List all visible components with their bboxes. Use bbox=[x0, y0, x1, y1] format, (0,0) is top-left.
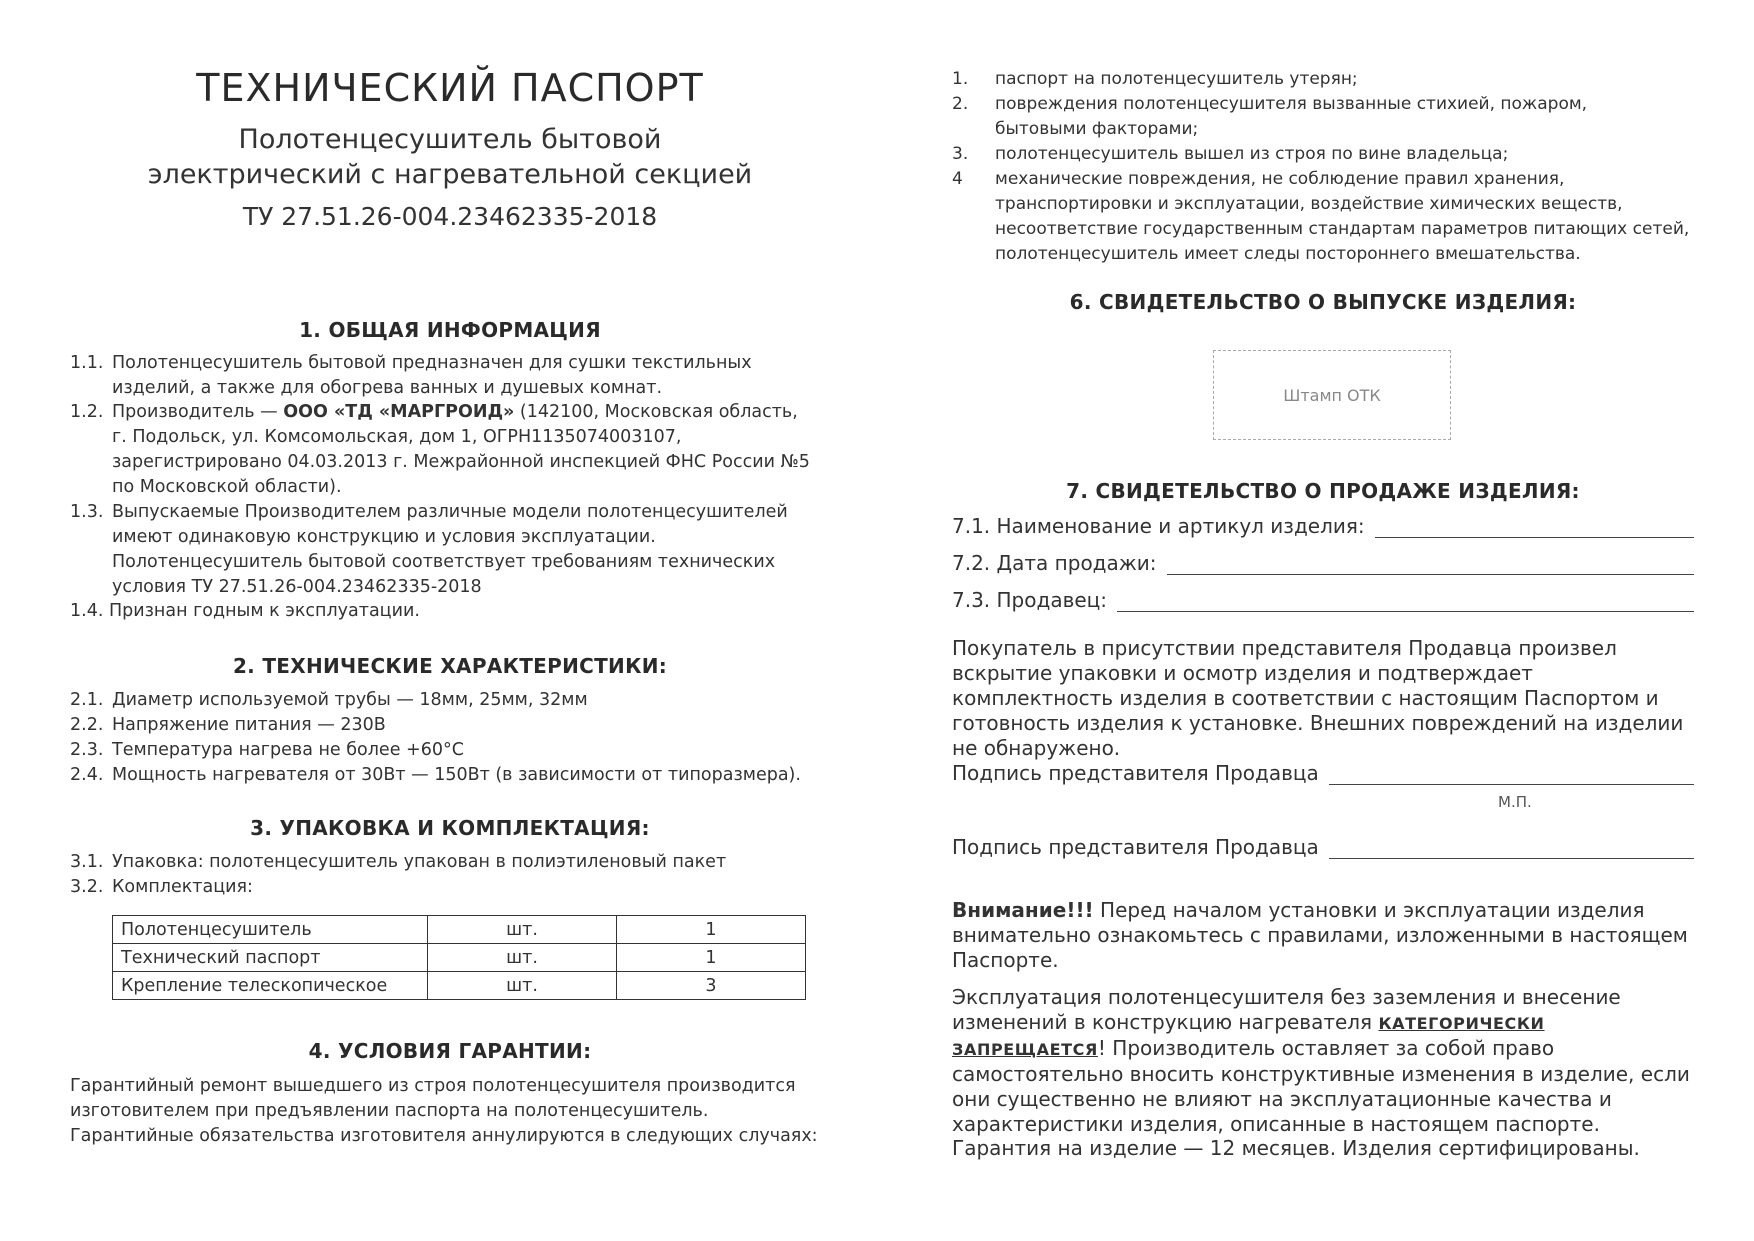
item-text: Температура нагрева не более +60°С bbox=[112, 740, 464, 760]
item-text: Мощность нагревателя от 30Вт — 150Вт (в зависимости от типоразмера). bbox=[112, 765, 801, 785]
field-label: 7.1. Наименование и артикул изделия: bbox=[952, 514, 1365, 538]
table-cell-qty: 1 bbox=[617, 916, 806, 944]
section4-heading: 4. УСЛОВИЯ ГАРАНТИИ: bbox=[308, 1039, 592, 1063]
item-text: Производитель — ООО «ТД «МАРГРОИД» (142100, Московская область, г. Подольск, ул. Комсомольская, дом 1, ОГРН1135074003107, зарегистрировано 04.03.2013 г. Межрайонной инспекцией ФНС России №5 по Московской области). bbox=[112, 402, 810, 497]
item-number: 2.3. bbox=[70, 740, 104, 760]
item-text: Напряжение питания — 230В bbox=[112, 715, 386, 735]
item-text: Диаметр используемой трубы — 18мм, 25мм, 32мм bbox=[112, 690, 588, 710]
field-label: Подпись представителя Продавца bbox=[952, 761, 1319, 785]
section7-heading: 7. СВИДЕТЕЛЬСТВО О ПРОДАЖЕ ИЗДЕЛИЯ: bbox=[1066, 479, 1580, 503]
item-number: 3.2. bbox=[70, 877, 104, 897]
table-cell-name: Крепление телескопическое bbox=[113, 972, 428, 1000]
item-text: Признан годным к эксплуатации. bbox=[108, 601, 420, 621]
section1-heading: 1. ОБЩАЯ ИНФОРМАЦИЯ bbox=[299, 318, 601, 342]
table-cell-unit: шт. bbox=[428, 916, 617, 944]
fill-line[interactable] bbox=[1375, 517, 1694, 538]
prohibition-emphasis: КАТЕГОРИЧЕСКИ ЗАПРЕЩАЕТСЯ bbox=[952, 1014, 1545, 1059]
package-contents-table bbox=[112, 915, 806, 1000]
case-number: 2. bbox=[952, 94, 969, 114]
field-label: Подпись представителя Продавца bbox=[952, 835, 1319, 859]
case-number: 3. bbox=[952, 144, 969, 164]
product-name-field[interactable] bbox=[952, 514, 1694, 538]
seller-signature-field-1[interactable] bbox=[952, 761, 1694, 785]
stamp-label: Штамп ОТК bbox=[1283, 385, 1381, 405]
list-item bbox=[70, 738, 840, 763]
list-item bbox=[70, 763, 840, 788]
list-item bbox=[70, 875, 840, 900]
table-cell-name: Технический паспорт bbox=[113, 944, 428, 972]
list-item bbox=[70, 500, 840, 600]
seller-field[interactable] bbox=[952, 588, 1694, 612]
warranty-text: Гарантийный ремонт вышедшего из строя полотенцесушителя производится изготовителем при предъявлении паспорта на полотенцесушитель. Гарантийные обязательства изготовителя аннулируются в следующих случаях: bbox=[70, 1076, 818, 1146]
table-cell-name: Полотенцесушитель bbox=[113, 916, 428, 944]
item-number: 1.1. bbox=[70, 353, 104, 373]
case-text: механические повреждения, не соблюдение правил хранения, транспортировки и эксплуатации, воздействие химических веществ, несоответствие государственным стандартам параметров питающих сетей, полотенцесушитель имеет следы постороннего вмешательства. bbox=[995, 169, 1690, 264]
item-text: Упаковка: полотенцесушитель упакован в полиэтиленовый пакет bbox=[112, 852, 727, 872]
list-item bbox=[70, 713, 840, 738]
table-cell-unit: шт. bbox=[428, 944, 617, 972]
list-item bbox=[70, 400, 840, 500]
table-cell-qty: 1 bbox=[617, 944, 806, 972]
item-text: Комплектация: bbox=[112, 877, 253, 897]
field-label: 7.3. Продавец: bbox=[952, 588, 1108, 612]
warning-paragraph: Внимание!!! Перед началом установки и эксплуатации изделия внимательно ознакомьтесь с правилами, изложенными в настоящем Паспорте. bbox=[952, 898, 1688, 972]
list-item bbox=[70, 850, 840, 875]
list-item bbox=[70, 599, 840, 624]
technical-conditions: ТУ 27.51.26-004.23462335-2018 bbox=[242, 202, 658, 231]
case-text: паспорт на полотенцесушитель утерян; bbox=[995, 69, 1358, 89]
seller-signature-field-2[interactable] bbox=[952, 835, 1694, 859]
seal-place-label: М.П. bbox=[1498, 793, 1532, 811]
case-number: 4 bbox=[952, 169, 963, 189]
product-name-line2: электрический с нагревательной секцией bbox=[147, 159, 753, 190]
item-number: 2.2. bbox=[70, 715, 104, 735]
product-name-line1: Полотенцесушитель бытовой bbox=[238, 124, 662, 155]
item-text: Выпускаемые Производителем различные модели полотенцесушителей имеют одинаковую конструкцию и условия эксплуатации. Полотенцесушитель бытовой соответствует требованиям технических условия ТУ 27.51.26-004.23462335-2018 bbox=[112, 502, 788, 597]
prohibition-paragraph: Эксплуатация полотенцесушителя без заземления и внесение изменений в конструкцию нагревателя КАТЕГОРИЧЕСКИ ЗАПРЕЩАЕТСЯ! Производитель оставляет за собой право самостоятельно вносить конструктивные изменения в изделие, если они существенно не влияют на эксплуатационные качества и характеристики изделия, описанные в настоящем паспорте. bbox=[952, 985, 1690, 1136]
section6-heading: 6. СВИДЕТЕЛЬСТВО О ВЫПУСКЕ ИЗДЕЛИЯ: bbox=[1069, 290, 1577, 314]
table-row bbox=[113, 972, 806, 1000]
item-number: 1.3. bbox=[70, 502, 104, 522]
qc-stamp-area bbox=[1213, 350, 1451, 440]
sale-date-field[interactable] bbox=[952, 551, 1694, 575]
table-row bbox=[113, 944, 806, 972]
table-cell-unit: шт. bbox=[428, 972, 617, 1000]
warning-label: Внимание!!! bbox=[952, 898, 1094, 922]
table-row bbox=[113, 916, 806, 944]
item-text: Полотенцесушитель бытовой предназначен для сушки текстильных изделий, а также для обогрева ванных и душевых комнат. bbox=[112, 353, 752, 398]
fill-line[interactable] bbox=[1167, 554, 1694, 575]
case-text: повреждения полотенцесушителя вызванные стихией, пожаром, бытовыми факторами; bbox=[995, 94, 1588, 139]
signature-line[interactable] bbox=[1329, 838, 1694, 859]
signature-line[interactable] bbox=[1329, 764, 1694, 785]
fill-line[interactable] bbox=[1117, 591, 1694, 612]
item-number: 2.1. bbox=[70, 690, 104, 710]
item-number: 3.1. bbox=[70, 852, 104, 872]
item-number: 1.4. bbox=[70, 601, 104, 621]
item-number: 1.2. bbox=[70, 402, 104, 422]
list-item bbox=[70, 351, 840, 401]
guarantee-statement: Гарантия на изделие — 12 месяцев. Изделия сертифицированы. bbox=[952, 1136, 1640, 1160]
section2-heading: 2. ТЕХНИЧЕСКИЕ ХАРАКТЕРИСТИКИ: bbox=[232, 654, 668, 678]
section3-heading: 3. УПАКОВКА И КОМПЛЕКТАЦИЯ: bbox=[250, 816, 650, 840]
manufacturer-name: ООО «ТД «МАРГРОИД» bbox=[283, 402, 515, 422]
item-number: 2.4. bbox=[70, 765, 104, 785]
case-text: полотенцесушитель вышел из строя по вине владельца; bbox=[995, 144, 1509, 164]
buyer-statement: Покупатель в присутствии представителя Продавца произвел вскрытие упаковки и осмотр изделия и подтверждает комплектность изделия в соответствии с настоящим Паспортом и готовность изделия к установке. Внешних повреждений на изделии не обнаружено. bbox=[952, 636, 1684, 760]
list-item bbox=[70, 688, 840, 713]
case-number: 1. bbox=[952, 69, 969, 89]
table-cell-qty: 3 bbox=[617, 972, 806, 1000]
document-title: ТЕХНИЧЕСКИЙ ПАСПОРТ bbox=[196, 66, 704, 110]
field-label: 7.2. Дата продажи: bbox=[952, 551, 1157, 575]
